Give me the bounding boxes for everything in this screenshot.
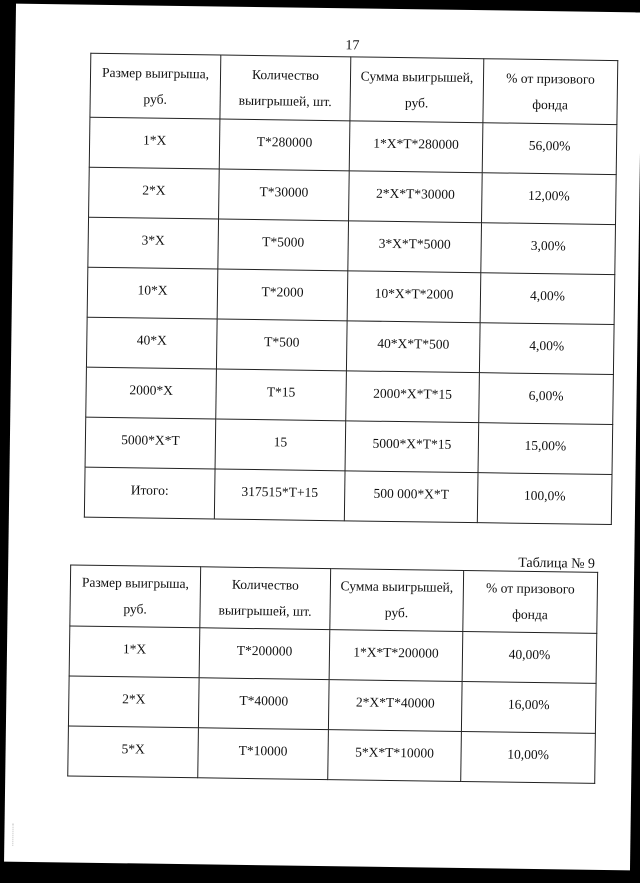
table-cell: 16,00% (461, 681, 596, 733)
table-row (68, 726, 596, 783)
header-win-sum: Сумма выигрышей, руб. (350, 57, 484, 123)
table-cell: 2000*X*T*15 (346, 371, 480, 423)
table-cell: T*200000 (199, 628, 330, 680)
table-cell: T*500 (216, 319, 347, 371)
table-cell: 15 (215, 419, 346, 471)
table-row (89, 117, 617, 174)
table-cell: 500 000*X*T (344, 471, 478, 523)
header-win-sum: Сумма выигрышей, руб. (330, 569, 464, 632)
table-cell: T*5000 (218, 219, 349, 271)
prize-table-1 (84, 53, 618, 525)
table-cell: 2*X (68, 676, 199, 728)
page-number: 17 (345, 38, 360, 54)
table-cell: 2000*X (86, 367, 217, 419)
table-cell: 1*X (89, 117, 220, 169)
table-cell: 40,00% (462, 631, 597, 683)
scan-artifact (12, 824, 27, 846)
table-cell: 4,00% (479, 323, 614, 375)
table-caption: Таблица № 9 (518, 555, 596, 572)
table-cell: T*280000 (219, 119, 350, 171)
table-row (68, 676, 596, 733)
table-cell: 317515*T+15 (214, 469, 345, 521)
table-cell: 1*X (69, 626, 200, 678)
table-cell: 3,00% (481, 223, 616, 275)
table-header-row (90, 53, 618, 124)
scanned-page (4, 4, 640, 871)
table-cell: 1*X*T*200000 (329, 630, 463, 682)
table-cell: 2*X*T*30000 (349, 171, 483, 223)
table-cell: 15,00% (478, 423, 613, 475)
table-cell: T*30000 (219, 169, 350, 221)
table-cell: 40*X (86, 317, 217, 369)
table-cell: 12,00% (482, 173, 617, 225)
table-cell: 2*X*T*40000 (328, 680, 462, 732)
table-cell: 5*X*T*10000 (328, 730, 462, 782)
table-cell: T*2000 (217, 269, 348, 321)
table-cell: 5000*X*T (85, 417, 216, 469)
table-cell: 40*X*T*500 (346, 321, 480, 373)
table-row (86, 317, 614, 374)
table-row (85, 417, 613, 474)
table-row (69, 626, 597, 683)
header-win-count: Количество выигрышей, шт. (200, 567, 331, 630)
table-cell: Итого: (84, 467, 215, 519)
table-total-row (84, 467, 612, 524)
table-cell: 2*X (89, 167, 220, 219)
table-cell: 56,00% (482, 123, 617, 175)
table-cell: 3*X (88, 217, 219, 269)
table-cell: 10,00% (461, 731, 596, 783)
table-row (88, 217, 616, 274)
header-win-count: Количество выигрышей, шт. (220, 55, 351, 121)
table-cell: 3*X*T*5000 (348, 221, 482, 273)
table-cell: T*40000 (198, 678, 329, 730)
table-row (87, 267, 615, 324)
table-cell: 5*X (68, 726, 199, 778)
table-cell: 4,00% (480, 273, 615, 325)
table-row (89, 167, 617, 224)
header-fund-percent: % от призового фонда (483, 59, 618, 125)
table-cell: 100,0% (477, 473, 612, 525)
header-fund-percent: % от призового фонда (463, 570, 598, 633)
table-cell: 10*X (87, 267, 218, 319)
header-prize-size: Размер выигрыша, руб. (70, 565, 201, 628)
table-cell: T*10000 (198, 728, 329, 780)
table-cell: 5000*X*T*15 (345, 421, 479, 473)
header-prize-size: Размер выигрыша, руб. (90, 53, 221, 119)
table-row (86, 367, 614, 424)
table-header-row (70, 565, 598, 633)
table-cell: 1*X*T*280000 (349, 121, 483, 173)
prize-table-9 (67, 564, 598, 783)
table-cell: T*15 (216, 369, 347, 421)
table-cell: 10*X*T*2000 (347, 271, 481, 323)
table-cell: 6,00% (479, 373, 614, 425)
